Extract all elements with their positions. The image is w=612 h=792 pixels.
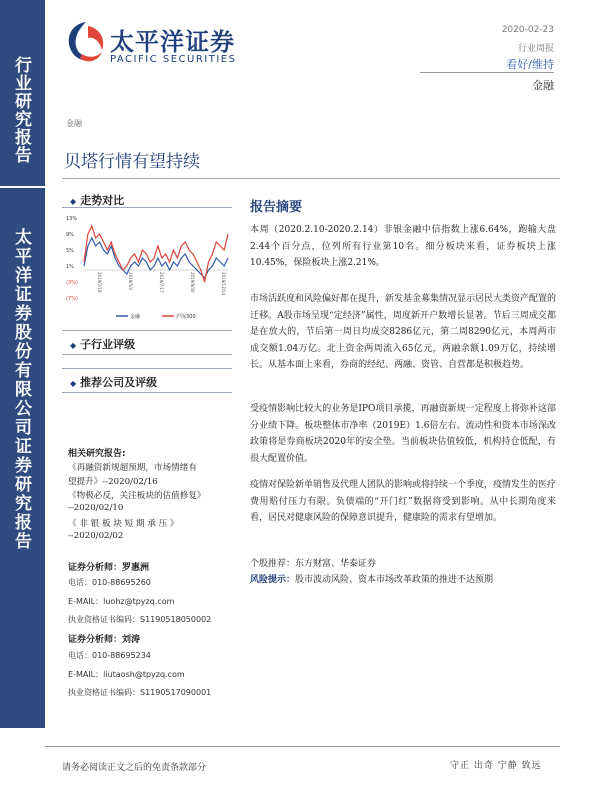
x-tick-label: 2019/7/17 xyxy=(159,272,164,293)
y-tick-label: 13% xyxy=(66,216,78,222)
rating: 看好/维持 xyxy=(506,58,554,71)
recommend-heading: ◆ 推荐公司及评级 xyxy=(70,376,158,389)
related-report-line: 《物极必反，关注板块的估值修复》 xyxy=(68,491,206,501)
related-report-line: 《再融资新规超预期，市场情绪有 xyxy=(68,463,197,473)
side-report-label: 行业研究报告 xyxy=(11,56,31,164)
abstract-paragraph-3: 受疫情影响比较大的业务是IPO项目承揽，再融资新规一定程度上将弥补这部分业绩下降。板块整体市净率（2019E）1.6倍左右。流动性和资本市场深改政策将是券商板块2020年的安全垫。当前板块估值较低，机构持仓低配，有很大配置价值。 xyxy=(250,404,556,464)
risk-warning xyxy=(250,572,493,585)
footer-divider xyxy=(45,746,560,747)
page-title: 贝塔行情有望持续 xyxy=(64,152,200,172)
analyst-2-cert: 执业资格证书编码：S1190517090001 xyxy=(68,688,212,697)
related-report-line: --2020/02/10 xyxy=(68,503,124,513)
y-tick-label: 1% xyxy=(66,264,74,270)
triangle-bullet-icon: ◆ xyxy=(70,340,77,350)
related-reports-heading: 相关研究报告: xyxy=(68,449,126,459)
side-company-label: 太平洋证券股份有限公司证券研究报告 xyxy=(11,228,31,551)
abstract-paragraph-1: 本周（2020.2.10-2020.2.14）非银金融中信指数上涨6.64%，跑输大盘2.44个百分点，位列所有行业第10名。细分板块来看，证券板块上涨10.45%，保险板块上涨2.21%。 xyxy=(250,225,556,269)
related-report-line: --2020/02/02 xyxy=(68,531,124,541)
risk-label: 风险提示： xyxy=(250,575,296,585)
analyst-1-cert: 执业资格证书编码：S1190518050002 xyxy=(68,615,212,624)
y-tick-label: (7%) xyxy=(66,296,78,302)
y-tick-label: (3%) xyxy=(66,280,78,286)
meta-divider xyxy=(420,72,554,73)
brand-name-en: PACIFIC SECURITIES xyxy=(110,54,237,65)
pacific-securities-logo-icon xyxy=(64,18,108,66)
sector-small-label: 金融 xyxy=(66,119,82,128)
x-tick-label: 2019/5/3 xyxy=(128,272,133,290)
trend-chart xyxy=(66,212,232,324)
abstract-paragraph-4: 疫情对保险新单销售及代理人团队的影响或将持续一个季度，疫情发生的医疗费用赔付压力有限。负债端的“开门红”数据将受到影响。从中长期角度来看，居民对健康风险的保障意识提升，健康险的需求有望增加。 xyxy=(250,480,557,524)
y-tick-label: 9% xyxy=(66,232,74,238)
sub-industry-divider xyxy=(62,354,232,355)
footer-slogan: 守正 出奇 宁静 致远 xyxy=(450,761,542,771)
analyst-2-email[interactable]: E-MAIL：liutaosh@tpyzq.com xyxy=(68,670,185,679)
related-report-line: 望提升》--2020/02/16 xyxy=(68,477,158,487)
x-tick-label: 2019/2/18 xyxy=(97,272,102,293)
triangle-bullet-icon: ◆ xyxy=(70,196,77,206)
abstract-paragraph-2: 市场活跃度和风险偏好都在提升，新发基金募集情况显示居民大类资产配置的迁移。A股市场呈现“定经济”属性，周度新开户数增长显著。节后三周成交都是在放大的，节后第一周日均成交8286亿元，第二周8290亿元，本周两市成交额1.04万亿。北上资金两周流入65亿元，两融余额1.09万亿，持续增长。从基本面上来看，券商的经纪、两融、资管、自营都是积极趋势。 xyxy=(250,294,557,371)
x-tick-label: 2019/12/14 xyxy=(221,272,226,296)
report-date: 2020-02-23 xyxy=(501,25,554,35)
trend-heading: ◆ 走势对比 xyxy=(70,194,125,207)
sector: 金融 xyxy=(532,79,554,92)
analyst-1-email[interactable]: E-MAIL：luohz@tpyzq.com xyxy=(68,597,175,606)
legend-label: 沪深300 xyxy=(176,314,196,320)
rec-top-divider xyxy=(62,368,232,369)
x-tick-label: 2019/9/30 xyxy=(190,272,195,293)
footer-disclaimer: 请务必阅读正文之后的免责条款部分 xyxy=(62,763,207,773)
triangle-bullet-icon: ◆ xyxy=(70,378,77,388)
legend-label: 金融 xyxy=(130,314,141,320)
brand-name-cn: 太平洋证券 xyxy=(110,28,235,56)
analyst-2-name: 证券分析师：刘涛 xyxy=(68,635,141,645)
analyst-1-phone: 电话：010-88695260 xyxy=(68,578,151,587)
abstract-heading: 报告摘要 xyxy=(250,200,303,215)
report-type: 行业周报 xyxy=(517,44,554,54)
analyst-1-name: 证券分析师：罗惠洲 xyxy=(68,563,150,573)
recommend-divider xyxy=(62,392,232,393)
related-report-line: 《 非 银 板 块 短 期 承 压 》 xyxy=(68,519,179,529)
series-line-沪深300 xyxy=(84,226,228,282)
stock-recommendation: 个股推荐：东方财富、华泰证券 xyxy=(250,559,377,569)
risk-text: 股市波动风险、资本市场改革政策的推进不达预期 xyxy=(295,575,494,585)
y-tick-label: 5% xyxy=(66,248,74,254)
analyst-2-phone: 电话：010-88695234 xyxy=(68,651,151,660)
chart-divider xyxy=(62,330,232,331)
trend-divider xyxy=(62,207,232,208)
title-divider xyxy=(62,178,560,179)
sub-industry-heading: ◆ 子行业评级 xyxy=(70,338,136,351)
